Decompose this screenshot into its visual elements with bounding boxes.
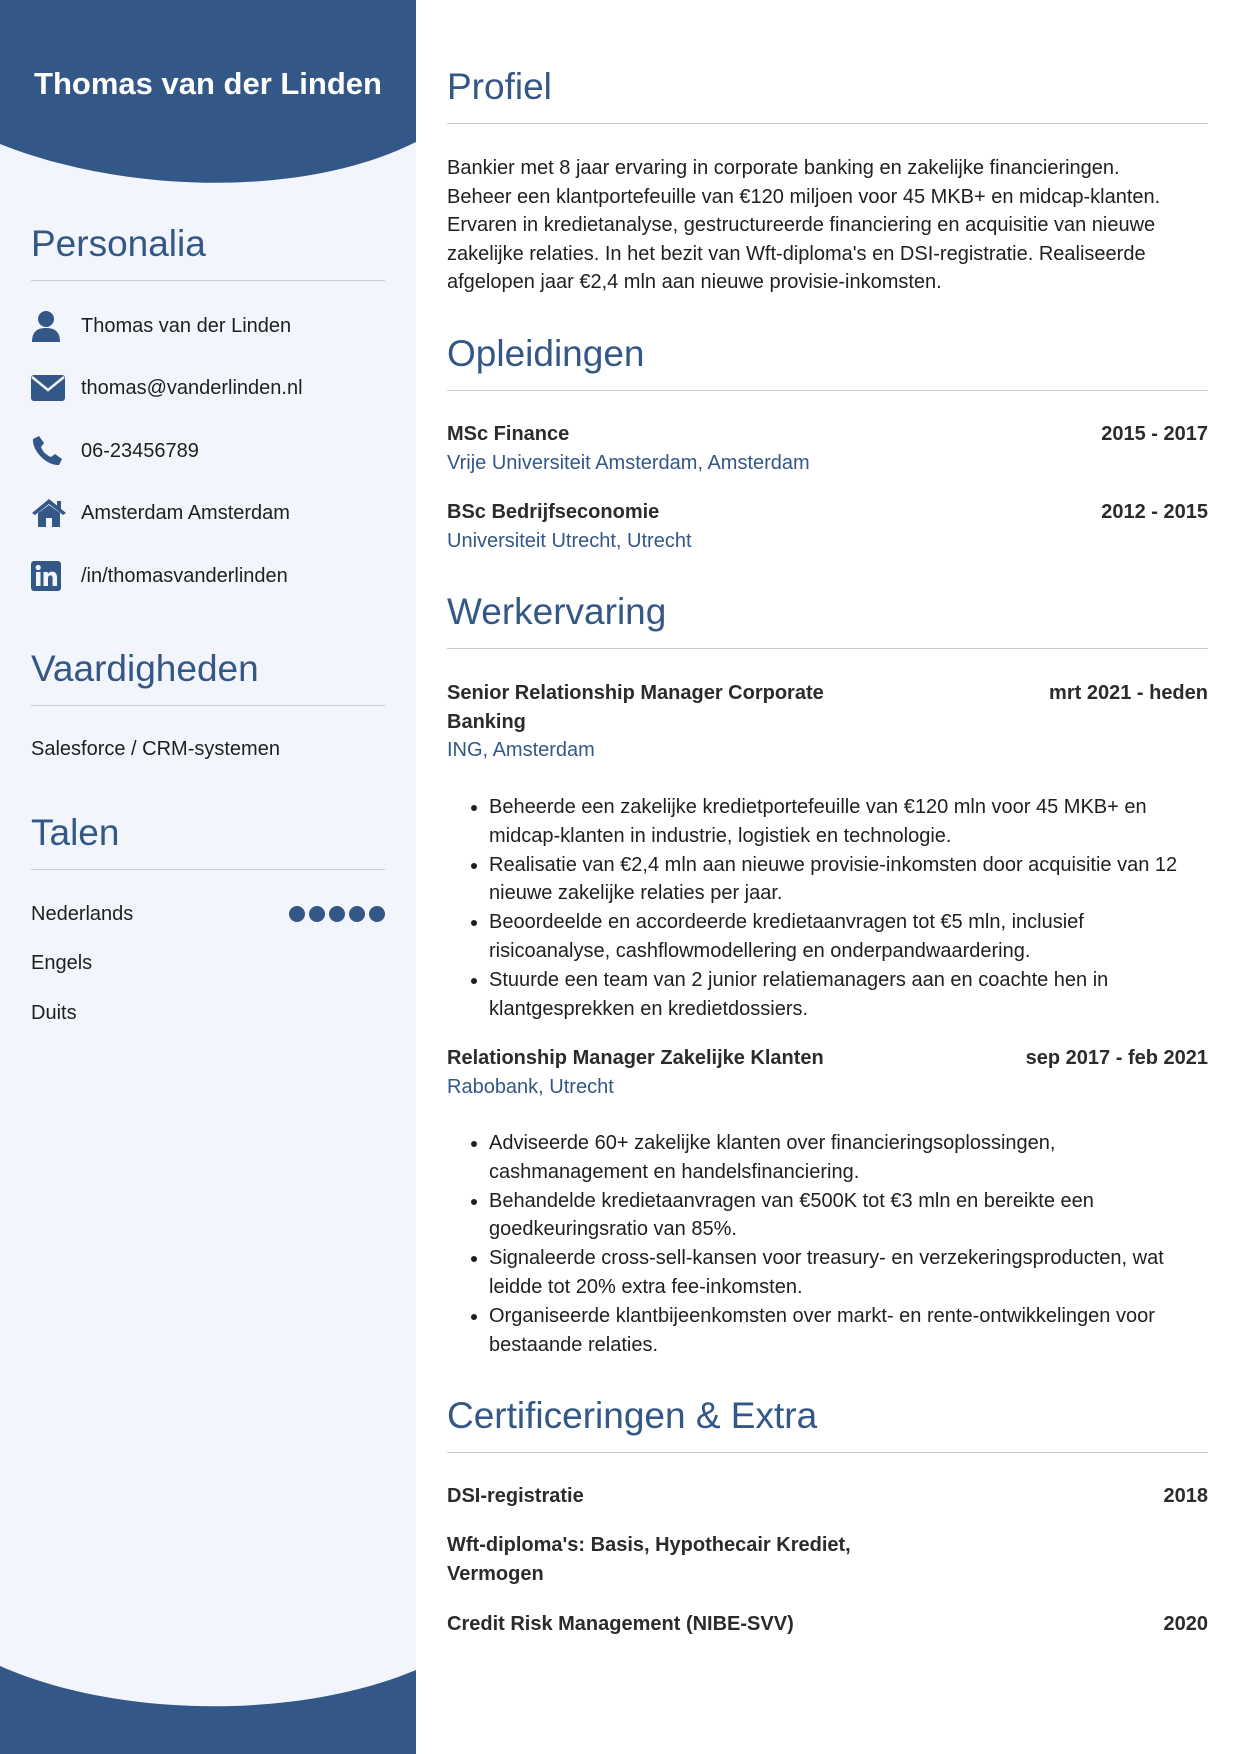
- bullet-line: Beheerde een zakelijke kredietportefeuille van €120 mln voor 45 MKB+ en: [489, 796, 1147, 818]
- skill-item: Salesforce / CRM-systemen: [31, 738, 280, 760]
- contact-email-text[interactable]: thomas@vanderlinden.nl: [81, 376, 303, 399]
- contact-linkedin-text[interactable]: /in/thomasvanderlinden: [81, 564, 288, 587]
- skills-heading: Vaardigheden: [31, 647, 385, 706]
- home-icon: [31, 496, 67, 530]
- language-row: [31, 899, 385, 929]
- level-dot: [349, 906, 365, 922]
- level-dot: [329, 906, 345, 922]
- certification-title: DSI-registratie: [447, 1485, 584, 1507]
- level-dot: [369, 906, 385, 922]
- language-row: [31, 948, 385, 978]
- bullet-line: bestaande relaties.: [489, 1333, 659, 1356]
- contact-address-text: Amsterdam Amsterdam: [81, 501, 290, 524]
- education-entry: [447, 420, 1208, 477]
- sidebar: [0, 0, 416, 1754]
- education-institution: Vrije Universiteit Amsterdam, Amsterdam: [447, 451, 810, 474]
- job-bullet: [489, 851, 1241, 909]
- profile-line: afgelopen jaar €2,4 mln aan nieuwe provisie-inkomsten.: [447, 271, 942, 293]
- certification-date: 2020: [1163, 1613, 1208, 1635]
- footer-curve-shape: [0, 1664, 416, 1754]
- bullet-line: Stuurde een team van 2 junior relatiemanagers aan en coachte hen in: [489, 968, 1109, 991]
- job-date: sep 2017 - feb 2021: [1025, 1047, 1208, 1069]
- contact-phone-text[interactable]: 06-23456789: [81, 439, 199, 462]
- job-title-line: Senior Relationship Manager Corporate: [447, 682, 824, 704]
- bullet-line: midcap-klanten in industrie, logistiek en technologie.: [489, 824, 952, 847]
- languages-heading: Talen: [31, 811, 385, 870]
- personalia-heading: Personalia: [31, 222, 385, 281]
- job-title-line: Banking: [447, 710, 526, 733]
- job-bullet: [489, 966, 1241, 1024]
- language-name: Engels: [31, 951, 93, 974]
- profile-line: Ervaren in kredietanalyse, gestructureerde financiering en acquisitie van nieuwe: [447, 214, 1156, 236]
- job-date: mrt 2021 - heden: [1049, 682, 1208, 704]
- bullet-line: Organiseerde klantbijeenkomsten over markt- en rente-ontwikkelingen voor: [489, 1304, 1155, 1327]
- education-degree: MSc Finance: [447, 423, 570, 445]
- profile-line: zakelijke relaties. In het bezit van Wft-diploma's en DSI-registratie. Realiseerde: [447, 242, 1146, 265]
- personalia-section: [31, 222, 385, 281]
- bullet-line: Realisatie van €2,4 mln aan nieuwe provisie-inkomsten door acquisitie van 12: [489, 853, 1178, 876]
- certification-entry: [447, 1610, 1208, 1639]
- job-bullet-list: [447, 1129, 1241, 1359]
- job-bullet: [489, 793, 1241, 851]
- job-bullet: [489, 1302, 1241, 1360]
- job-bullet: [489, 1129, 1241, 1187]
- job-entry: [447, 1044, 1208, 1101]
- certification-title-line: Vermogen: [447, 1562, 544, 1585]
- job-title: [447, 679, 824, 736]
- bullet-line: Signaleerde cross-sell-kansen voor treasury- en verzekeringsproducten, wat: [489, 1247, 1164, 1270]
- bullet-line: Behandelde kredietaanvragen van €500K tot €3 mln en bereikte een: [489, 1189, 1094, 1212]
- language-name: Nederlands: [31, 902, 134, 925]
- education-entry: [447, 498, 1208, 555]
- certification-entry: [447, 1482, 1208, 1511]
- user-icon: [31, 309, 67, 343]
- contact-linkedin[interactable]: [31, 556, 288, 596]
- contact-address: [31, 493, 290, 533]
- level-dot: [289, 906, 305, 922]
- certification-date: 2018: [1163, 1485, 1208, 1507]
- certification-entry: [447, 1531, 1208, 1588]
- linkedin-icon: [31, 559, 67, 593]
- certification-title-line: Wft-diploma's: Basis, Hypothecair Krediet,: [447, 1534, 851, 1556]
- education-date: 2012 - 2015: [1101, 501, 1208, 523]
- bullet-line: klantgesprekken en kredietdossiers.: [489, 997, 809, 1020]
- contact-name: [31, 306, 291, 346]
- education-heading: Opleidingen: [447, 332, 1208, 391]
- education-degree: BSc Bedrijfseconomie: [447, 501, 660, 523]
- contact-phone[interactable]: [31, 431, 199, 471]
- skills-section: [31, 647, 385, 706]
- contact-name-text: Thomas van der Linden: [81, 314, 292, 337]
- bullet-line: leidde tot 20% extra fee-inkomsten.: [489, 1275, 803, 1298]
- job-employer: Rabobank, Utrecht: [447, 1075, 614, 1098]
- candidate-name: Thomas van der Linden: [34, 66, 382, 101]
- language-level-dots: [289, 906, 385, 922]
- profile-summary: [447, 154, 1208, 297]
- job-entry: [447, 679, 1208, 765]
- bullet-line: cashmanagement en handelsfinanciering.: [489, 1160, 860, 1183]
- language-row: [31, 998, 385, 1028]
- profile-line: Bankier met 8 jaar ervaring in corporate banking en zakelijke financieringen.: [447, 157, 1120, 179]
- bullet-line: Adviseerde 60+ zakelijke klanten over financieringsoplossingen,: [489, 1132, 1056, 1154]
- bullet-line: goedkeuringsratio van 85%.: [489, 1218, 737, 1241]
- profile-heading: Profiel: [447, 65, 1208, 124]
- certifications-heading: Certificeringen & Extra: [447, 1394, 1208, 1453]
- contact-email[interactable]: [31, 368, 303, 408]
- envelope-icon: [31, 371, 67, 405]
- profile-line: Beheer een klantportefeuille van €120 miljoen voor 45 MKB+ en midcap-klanten.: [447, 185, 1161, 208]
- phone-icon: [31, 434, 67, 468]
- level-dot: [309, 906, 325, 922]
- certification-title: Credit Risk Management (NIBE-SVV): [447, 1613, 794, 1635]
- education-date: 2015 - 2017: [1101, 423, 1208, 445]
- job-title: Relationship Manager Zakelijke Klanten: [447, 1047, 824, 1069]
- job-bullet: [489, 1244, 1241, 1302]
- bullet-line: Beoordeelde en accordeerde kredietaanvragen tot €5 mln, inclusief: [489, 911, 1084, 934]
- experience-heading: Werkervaring: [447, 590, 1208, 649]
- job-bullet: [489, 908, 1241, 966]
- language-name: Duits: [31, 1001, 77, 1024]
- bullet-line: nieuwe zakelijke relaties per jaar.: [489, 882, 783, 905]
- job-bullet-list: [447, 793, 1241, 1023]
- education-institution: Universiteit Utrecht, Utrecht: [447, 529, 692, 552]
- bullet-line: risicoanalyse, cashflowmodellering en onderpandwaardering.: [489, 939, 1031, 962]
- job-employer: ING, Amsterdam: [447, 739, 595, 761]
- certification-title: [447, 1531, 851, 1588]
- languages-section: [31, 811, 385, 870]
- job-bullet: [489, 1187, 1241, 1245]
